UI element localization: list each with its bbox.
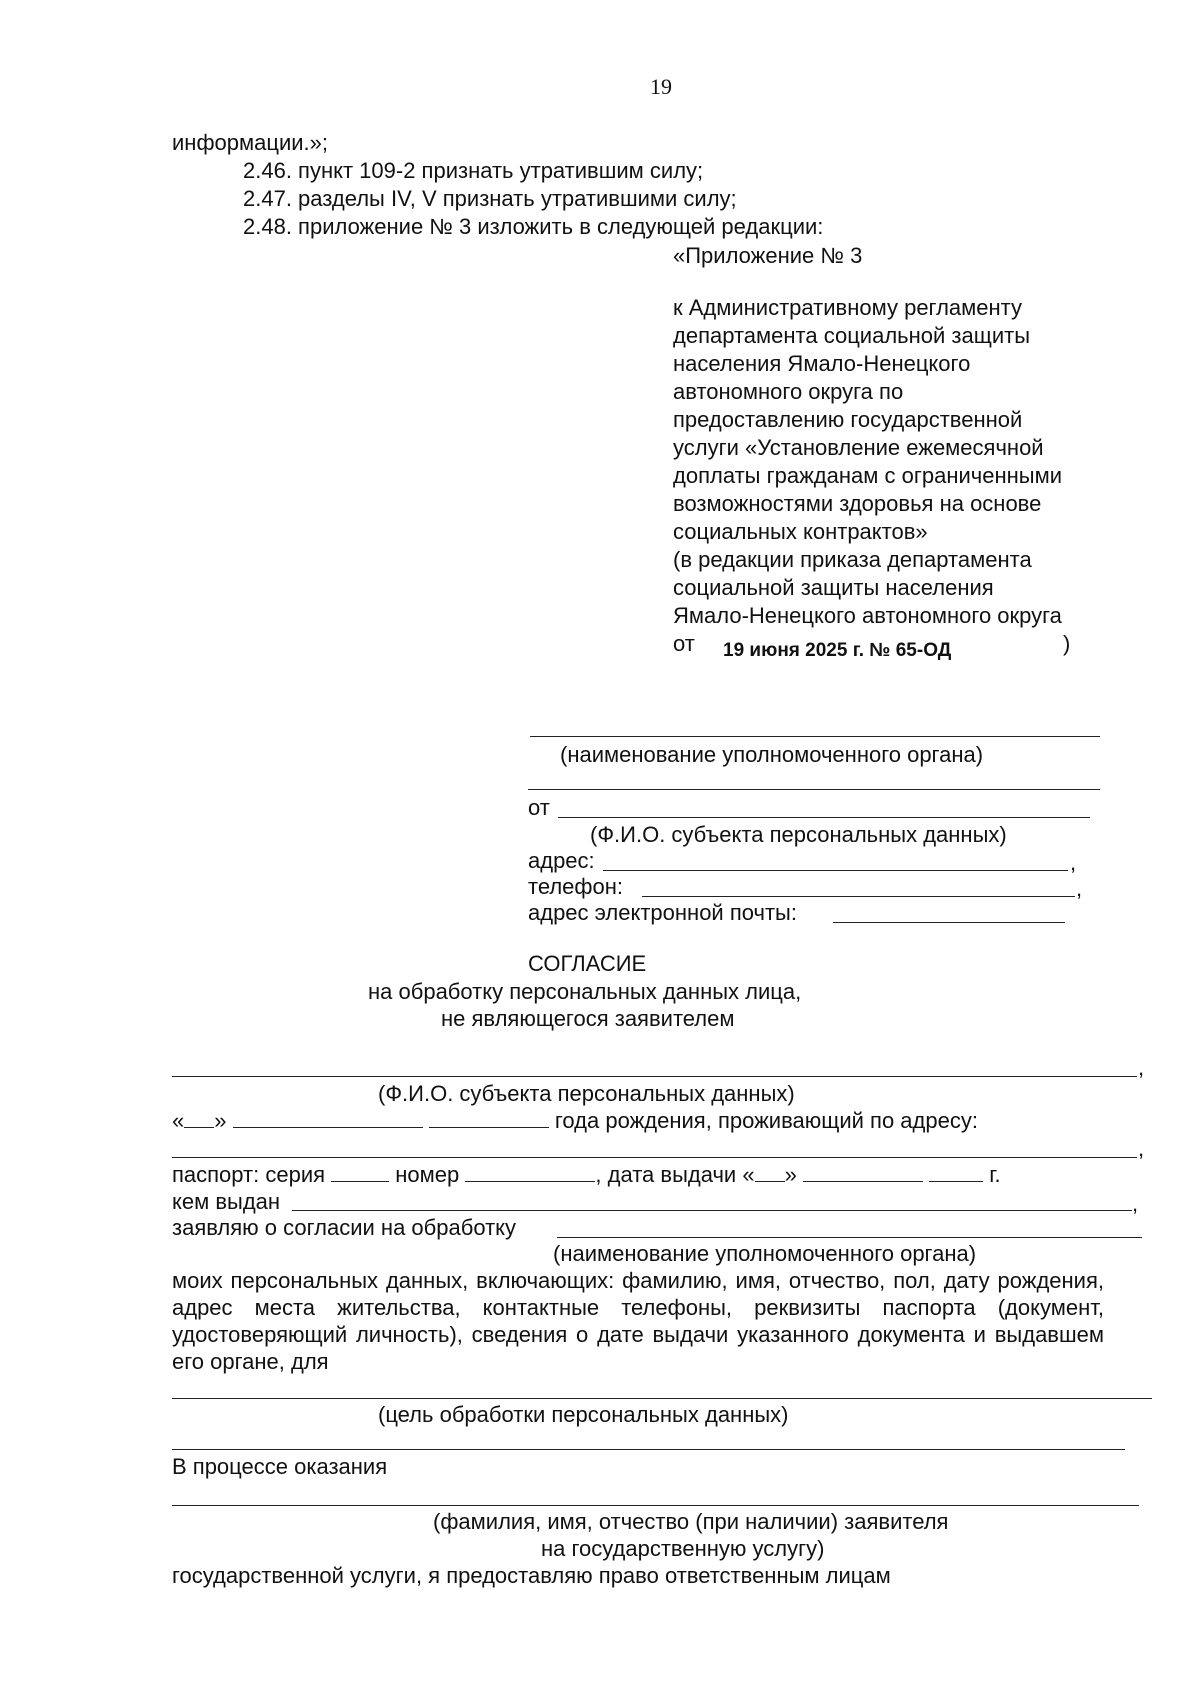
intro-line-2: 2.46. пункт 109-2 признать утратившим силу; [243, 158, 704, 183]
purpose-line-2[interactable] [172, 1449, 1125, 1450]
purpose-caption: (цель обработки персональных данных) [378, 1402, 789, 1427]
email-line[interactable] [833, 922, 1065, 923]
issued-comma: , [1132, 1191, 1139, 1216]
organ-line-2[interactable] [528, 789, 1100, 790]
organ-caption-body: (наименование уполномоченного органа) [553, 1241, 977, 1266]
passport-date-label: , дата выдачи « [595, 1162, 755, 1187]
appendix-line: Ямало-Ненецкого автономного округа [673, 603, 1062, 628]
passport-series-field[interactable] [331, 1163, 389, 1182]
from-label: от [528, 795, 550, 820]
passport-series-label: паспорт: серия [172, 1162, 326, 1187]
consent-organ-line[interactable] [557, 1237, 1142, 1238]
last-line: государственной услуги, я предоставляю право ответственным лицам [172, 1563, 891, 1588]
quote-close: » [214, 1108, 227, 1133]
birth-line [172, 1108, 978, 1134]
passport-day-field[interactable] [755, 1163, 785, 1182]
phone-line[interactable] [642, 896, 1075, 897]
appendix-line: департамента социальной защиты [673, 323, 1031, 348]
fio-caption-body: (Ф.И.О. субъекта персональных данных) [378, 1081, 795, 1106]
appendix-line: населения Ямало-Ненецкого [673, 351, 971, 376]
residence-comma: , [1138, 1136, 1145, 1161]
appendix-line: социальной защиты населения [673, 575, 994, 600]
order-suffix: ) [1063, 631, 1071, 656]
phone-comma: , [1076, 876, 1083, 901]
quote-close-2: » [784, 1162, 797, 1187]
address-label: адрес: [528, 848, 595, 873]
appendix-line: услуги «Установление ежемесячной [673, 435, 1044, 460]
birth-year-field[interactable] [429, 1109, 549, 1128]
appendix-title: «Приложение № 3 [673, 243, 863, 268]
fio-caption-header: (Ф.И.О. субъекта персональных данных) [590, 822, 1007, 847]
fio-line[interactable] [172, 1076, 1137, 1077]
birth-day-field[interactable] [184, 1109, 214, 1128]
intro-line-3: 2.47. разделы IV, V признать утратившими силу; [243, 186, 737, 211]
appendix-line: автономного округа по [673, 379, 904, 404]
appendix-line: к Административному регламенту [673, 295, 1023, 320]
consent-subtitle-2: не являющегося заявителем [441, 1006, 735, 1031]
appendix-line: (в редакции приказа департамента [673, 547, 1032, 572]
intro-line-1: информации.»; [172, 130, 329, 155]
purpose-line[interactable] [172, 1398, 1152, 1399]
applicant-line[interactable] [172, 1505, 1139, 1506]
appendix-line: возможностями здоровья на основе [673, 491, 1042, 516]
order-prefix: от [673, 631, 695, 656]
passport-number-label: номер [395, 1162, 460, 1187]
organ-caption: (наименование уполномоченного органа) [560, 742, 984, 767]
birth-text: года рождения, проживающий по адресу: [554, 1108, 978, 1133]
from-line[interactable] [558, 817, 1090, 818]
applicant-caption-1: (фамилия, имя, отчество (при наличии) заявителя [433, 1509, 949, 1534]
issued-by-line[interactable] [292, 1210, 1132, 1211]
residence-line[interactable] [172, 1157, 1137, 1158]
address-line[interactable] [603, 870, 1068, 871]
applicant-caption-2: на государственную услугу) [541, 1536, 825, 1561]
passport-year-field[interactable] [929, 1163, 983, 1182]
email-label: адрес электронной почты: [528, 900, 797, 925]
intro-line-4: 2.48. приложение № 3 изложить в следующей редакции: [243, 214, 824, 239]
order-reference: 19 июня 2025 г. № 65-ОД [723, 640, 952, 661]
birth-month-field[interactable] [233, 1109, 423, 1128]
passport-month-field[interactable] [803, 1163, 923, 1182]
fio-comma: , [1138, 1055, 1145, 1080]
appendix-line: социальных контрактов» [673, 519, 928, 544]
appendix-line: доплаты гражданам с ограниченными [673, 463, 1062, 488]
address-comma: , [1070, 850, 1077, 875]
issued-by-label: кем выдан [172, 1189, 281, 1214]
consent-subtitle-1: на обработку персональных данных лица, [368, 979, 802, 1004]
process-text: В процессе оказания [172, 1454, 388, 1479]
phone-label: телефон: [528, 874, 624, 899]
passport-number-field[interactable] [465, 1163, 595, 1182]
quote-open: « [172, 1108, 185, 1133]
organ-line[interactable] [530, 736, 1100, 737]
year-short: г. [989, 1162, 1001, 1187]
passport-line [172, 1162, 1001, 1188]
consent-paragraph: моих персональных данных, включающих: фамилию, имя, отчество, пол, дату рождения, адрес места жительства, контактные телефоны, реквизиты паспорта (документ, удостоверяющий личность), сведения о дате выдачи указанного документа и выдавшем его органе, для [172, 1268, 1104, 1374]
consent-title: СОГЛАСИЕ [528, 951, 647, 976]
appendix-line: предоставлению государственной [673, 407, 1023, 432]
page-number: 19 [650, 74, 672, 99]
consent-to-label: заявляю о согласии на обработку [172, 1215, 517, 1240]
